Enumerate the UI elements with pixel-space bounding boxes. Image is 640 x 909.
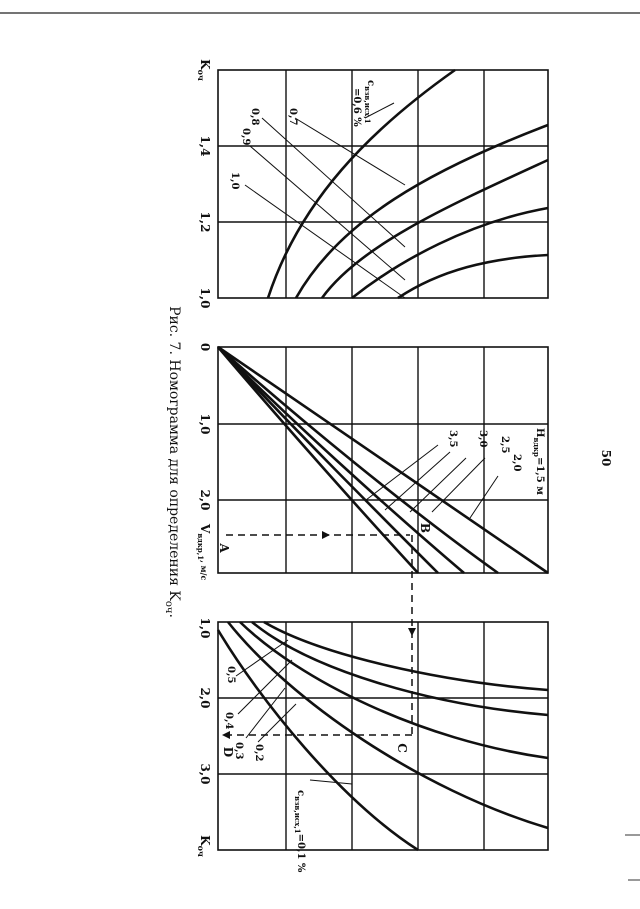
- top-curve-label-0-9: 0,9: [240, 128, 251, 146]
- top-curve-label-1-0: 1,0: [229, 172, 240, 190]
- leader-line: [295, 118, 405, 185]
- bottom-chart-frame: [218, 622, 548, 850]
- bottom-series-first-value: =0,1 %: [295, 833, 306, 873]
- middle-curve-label-2-0: 2,0: [511, 454, 522, 472]
- top-series-first-value: =0,6 %: [351, 88, 362, 127]
- middle-axis-unit: , м/с: [199, 560, 209, 581]
- leader-line: [258, 704, 296, 742]
- top-curve-label-0-7: 0,7: [287, 108, 298, 126]
- top-series-label: [363, 80, 376, 124]
- middle-curve-2-0: [218, 347, 498, 573]
- page-number: 50: [599, 449, 613, 467]
- leader-line: [250, 146, 405, 280]
- top-axis-title: [196, 59, 212, 81]
- bottom-curve-label-0-2: 0,2: [253, 744, 264, 762]
- middle-series-first-value: =1,5 м: [534, 456, 545, 495]
- middle-chart: [196, 343, 548, 581]
- bottom-series-title: c: [295, 790, 306, 797]
- point-c-label: C: [395, 743, 409, 753]
- leader-line: [262, 118, 405, 247]
- top-axis-title-main: K: [198, 59, 212, 70]
- bottom-curve-label-0-4: 0,4: [223, 712, 234, 730]
- bottom-curve-0-5: [218, 630, 418, 850]
- middle-curve-label-2-5: 2,5: [499, 436, 510, 454]
- arrow-icon: [408, 628, 416, 636]
- top-tick-1-4: 1,4: [198, 135, 212, 157]
- bottom-series-label: [293, 790, 306, 873]
- middle-curve-3-0: [218, 347, 438, 573]
- middle-curve-1-5: [218, 347, 548, 573]
- leader-line: [238, 660, 292, 714]
- leader-line: [236, 640, 288, 676]
- middle-axis-title: [196, 523, 212, 581]
- middle-curve-label-3-0: 3,0: [477, 430, 488, 448]
- top-series-title: c: [365, 80, 376, 87]
- bottom-tick-1-0: 1,0: [198, 617, 212, 639]
- caption-end: .: [166, 613, 182, 618]
- leader-line: [246, 688, 285, 738]
- middle-tick-0: 0: [198, 342, 212, 352]
- middle-series-label: [532, 428, 545, 495]
- leader-line: [245, 185, 405, 298]
- top-curve-0-7: [296, 125, 548, 298]
- middle-axis-title-main: V: [198, 524, 212, 534]
- point-d-label: D: [221, 746, 235, 758]
- bottom-curve-label-0-5: 0,5: [225, 666, 236, 684]
- leader-line: [310, 780, 352, 784]
- middle-axis-title-sub: вдкр,1: [196, 533, 205, 561]
- bottom-tick-2-0: 2,0: [198, 687, 212, 709]
- top-curve-1-0: [398, 255, 548, 298]
- point-a-label: A: [217, 543, 231, 553]
- bottom-chart: [196, 618, 548, 873]
- bottom-axis-title-sub: оч: [196, 845, 206, 857]
- middle-curve-label-3-5: 3,5: [447, 430, 458, 448]
- middle-series-title-sub: вдкр: [532, 437, 541, 457]
- leader-line: [432, 458, 485, 512]
- top-chart: [196, 59, 548, 308]
- middle-tick-2-0: 2,0: [198, 489, 212, 511]
- middle-tick-1-0: 1,0: [198, 413, 212, 435]
- bottom-series-title-sub: взв,исх,1: [293, 796, 302, 834]
- point-b-label: B: [418, 522, 432, 534]
- arrow-icon: [322, 531, 330, 539]
- bottom-curve-label-0-3: 0,3: [233, 742, 244, 760]
- top-tick-1-2: 1,2: [198, 211, 212, 233]
- caption-subscript: оч: [163, 600, 174, 614]
- arrow-icon: [222, 731, 230, 739]
- bottom-tick-3-0: 3,0: [198, 763, 212, 785]
- top-axis-title-sub: оч: [196, 69, 206, 81]
- bottom-axis-title: [196, 835, 212, 857]
- middle-series-title: H: [534, 428, 545, 438]
- figure-caption: [163, 306, 182, 618]
- middle-curve-3-5: [218, 347, 418, 573]
- bottom-axis-title-main: K: [198, 835, 212, 846]
- caption-text: Рис. 7. Номограмма для определения K: [166, 306, 182, 601]
- top-curve-label-0-8: 0,8: [249, 108, 260, 126]
- top-tick-1-0: 1,0: [198, 287, 212, 309]
- top-series-title-sub: взв,исх,1: [363, 86, 372, 124]
